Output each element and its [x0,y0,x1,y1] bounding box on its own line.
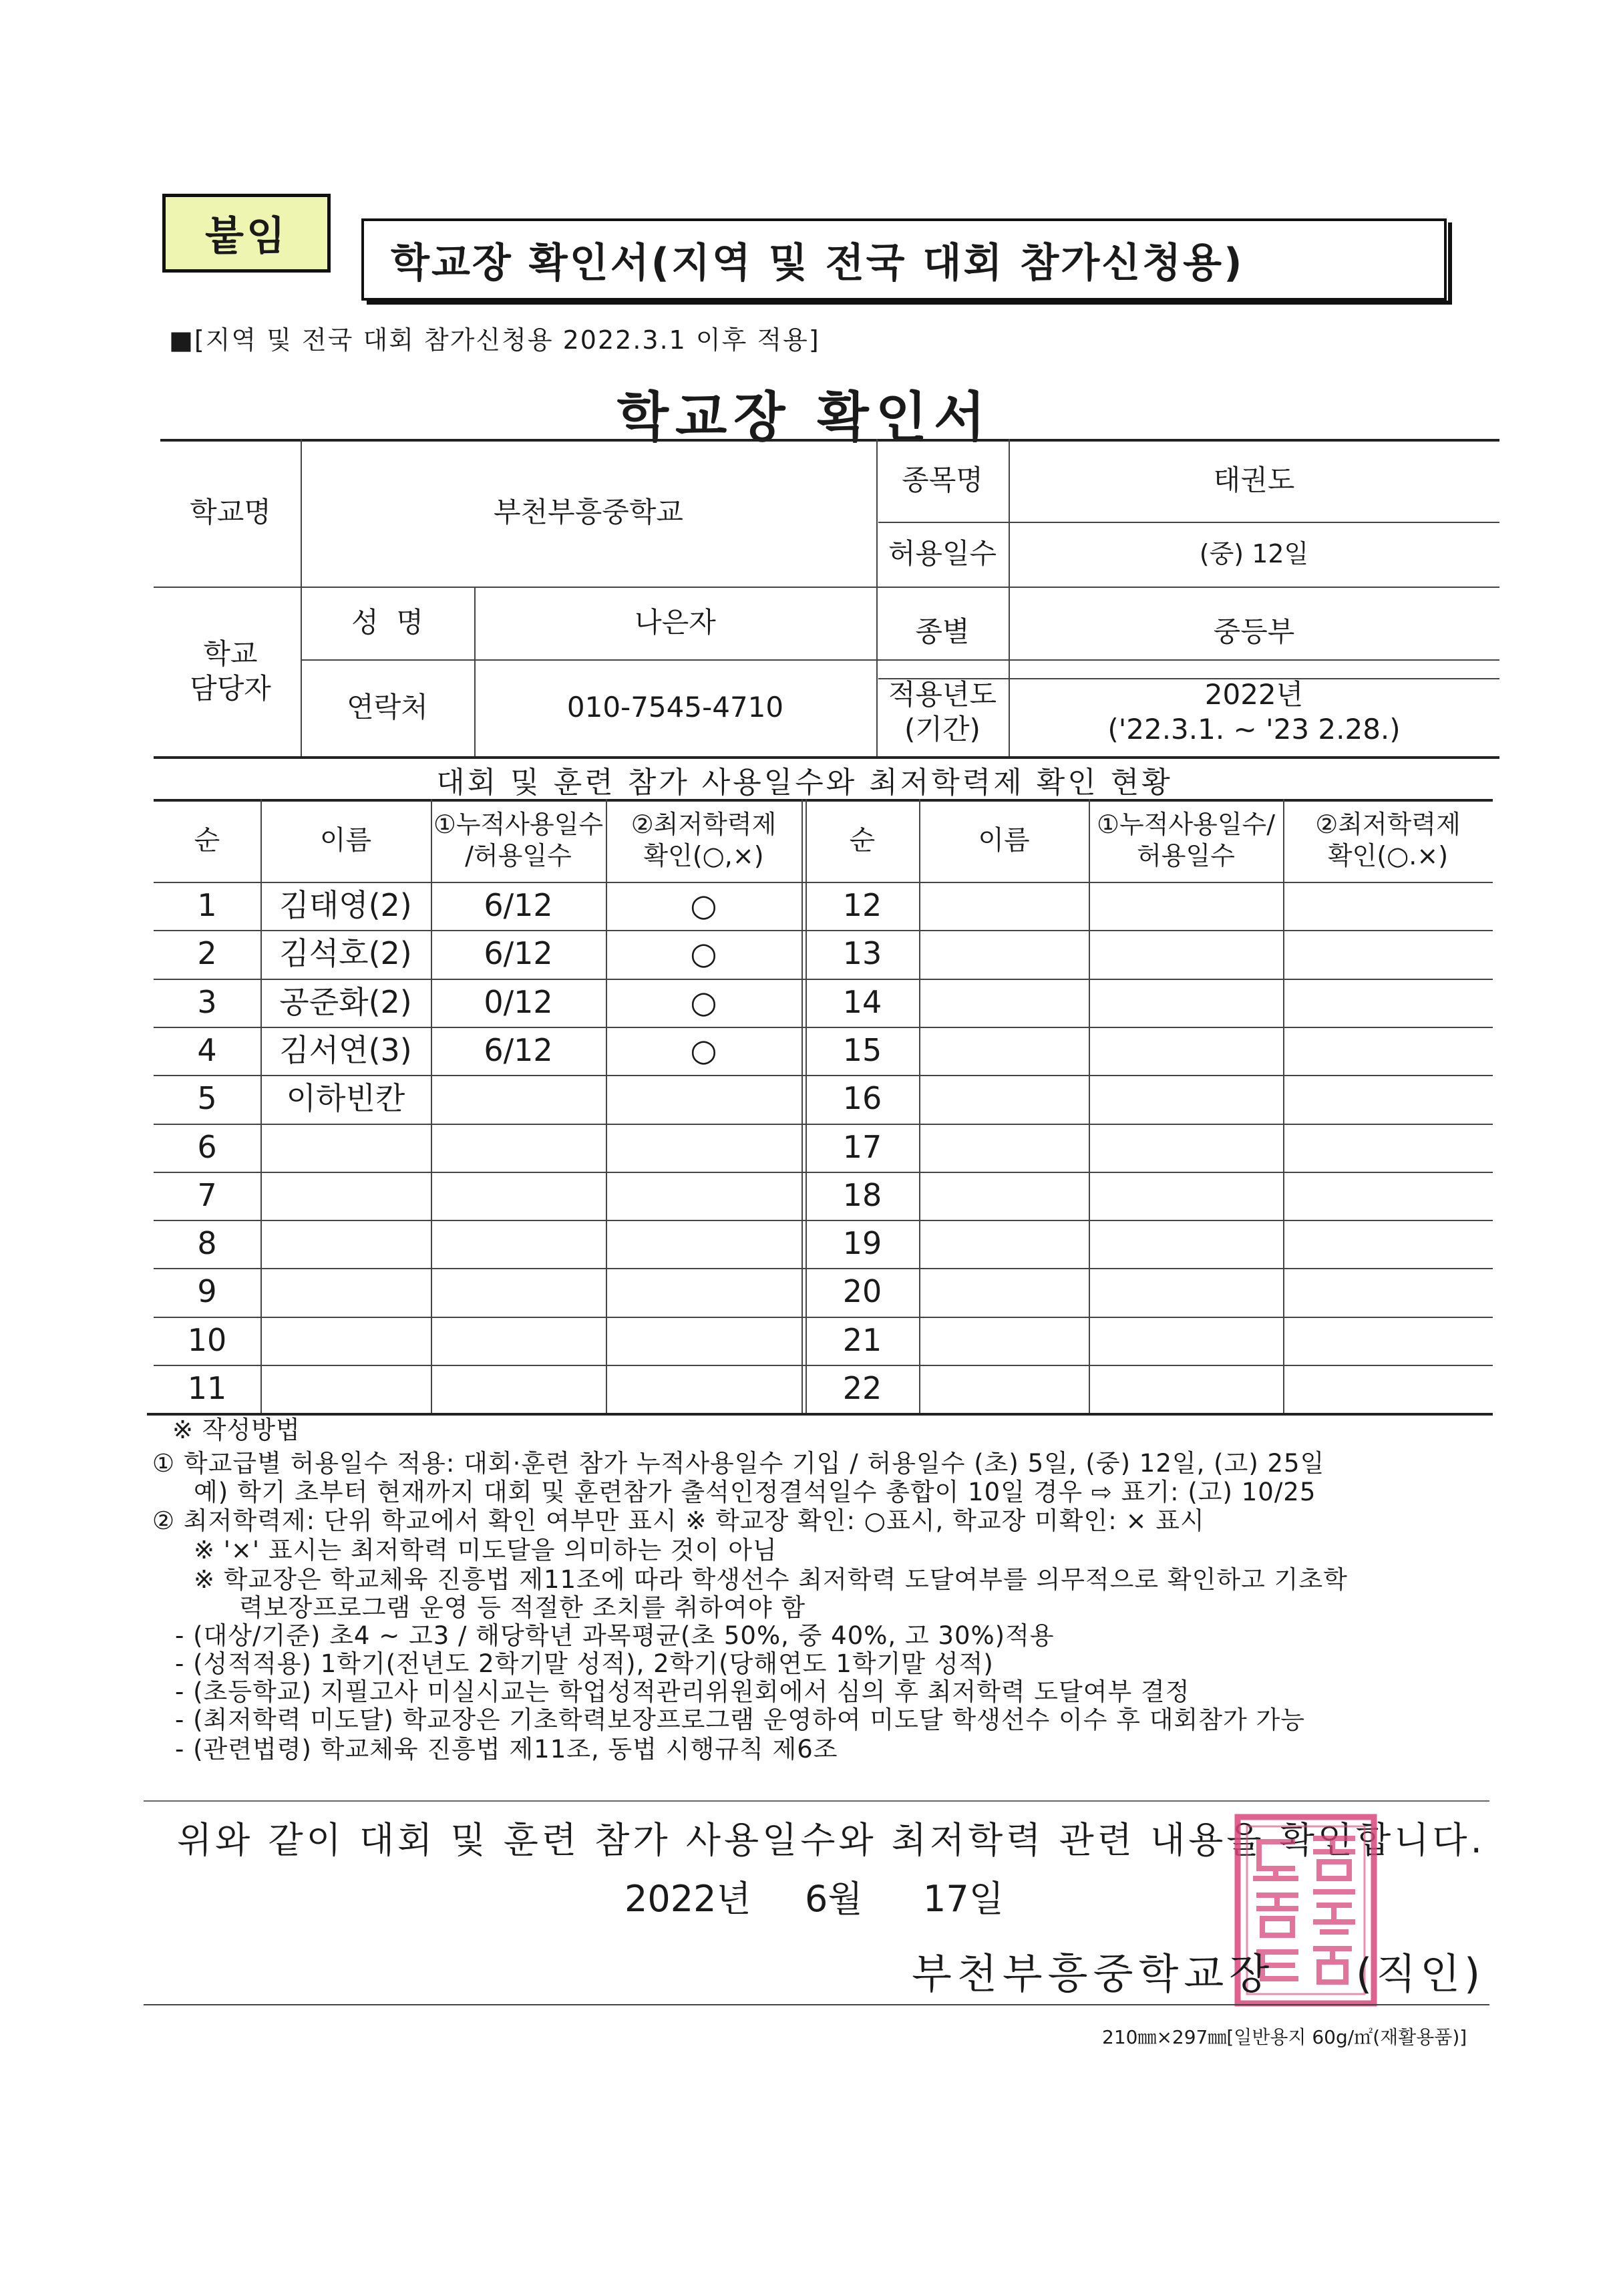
row-days-left [431,1075,606,1123]
date-month: 6월 [805,1878,863,1920]
row-check-left: ○ [690,935,717,972]
row-days-left [431,1220,606,1268]
row-check-left: ○ [690,1032,717,1069]
header-check-left: ②최저학력제 확인(○,×) [631,809,777,870]
instruction-line: - (초등학교) 지필고사 미실시교는 학업성적관리위원회에서 심의 후 최저학력 도달여부 결정 [175,1677,1190,1706]
row-no-right: 22 [842,1370,882,1407]
instruction-line: - (최저학력 미도달) 학교장은 기초학력보장프로그램 운영하여 미도달 학생선수 이수 후 대회참가 가능 [175,1705,1306,1734]
row-no-left: 1 [197,887,217,924]
row-days-left [431,1268,606,1316]
instruction-line: - (성적적용) 1학기(전년도 2학기말 성적), 2학기(당해연도 1학기말 성적) [175,1649,994,1678]
row-name-left [260,1220,431,1268]
date-day: 17일 [923,1878,1004,1920]
header-days-right: ①누적사용일수/ 허용일수 [1096,809,1276,870]
sport-label: 종목명 [902,463,983,496]
instruction-line: ※ 학교장은 학교체육 진흥법 제11조에 따라 학생선수 최저학력 도달여부를 의무적으로 확인하고 기초학 [194,1565,1348,1594]
main-title: 학교장 확인서 [616,386,993,448]
row-check-left [606,1075,801,1123]
document-title: 학교장 확인서(지역 및 전국 대회 참가신청용) [361,218,1447,301]
row-no-right: 13 [842,935,882,972]
instruction-line: 력보장프로그램 운영 등 적절한 조치를 취하여야 함 [239,1593,806,1622]
row-days-left [431,1172,606,1220]
row-no-right: 21 [842,1322,882,1359]
period-label: 적용년도 (기간) [888,677,997,746]
seal-mark: (직인) [1356,1949,1485,1998]
category-label: 종별 [915,615,970,649]
row-days-left [431,1124,606,1172]
row-check-left [606,1365,801,1413]
status-title: 대회 및 훈련 참가 사용일수와 최저학력제 확인 현황 [436,766,1173,800]
row-check-left [606,1124,801,1172]
school-name-label: 학교명 [190,496,271,529]
attachment-tag: 붙임 [162,194,331,273]
row-no-left: 2 [197,935,217,972]
row-name-left [260,1317,431,1365]
row-name-left: 김서연(3) [279,1032,412,1069]
row-name-left: 이하빈칸 [286,1080,405,1117]
header-no-right: 순 [849,825,876,856]
row-days-left: 6/12 [484,1032,553,1069]
row-name-left: 김석호(2) [279,935,412,972]
date-year: 2022년 [624,1878,751,1920]
row-days-left: 0/12 [484,984,553,1021]
category-value: 중등부 [1213,615,1295,649]
row-days-left: 6/12 [484,935,553,972]
row-no-right: 16 [842,1080,882,1117]
staff-name-label: 성 명 [351,606,423,639]
row-days-left [431,1317,606,1365]
row-no-left: 5 [197,1080,217,1117]
row-days-left: 6/12 [484,887,553,924]
header-no-left: 순 [194,825,220,856]
row-no-right: 18 [842,1177,882,1214]
row-no-left: 7 [197,1177,217,1214]
row-check-left: ○ [690,887,717,924]
row-no-right: 12 [842,887,882,924]
row-check-left [606,1220,801,1268]
row-no-left: 4 [197,1032,217,1069]
row-check-left [606,1268,801,1316]
principal-signature: 부천부흥중학교장 [912,1949,1275,1998]
staff-name-value: 나은자 [635,606,716,639]
instruction-line: 예) 학기 초부터 현재까지 대회 및 훈련참가 출석인정결석일수 총합이 10일 경우 ⇨ 표기: (고) 10/25 [194,1478,1316,1506]
allowed-days-value: (중) 12일 [1199,538,1309,568]
row-no-left: 6 [197,1129,217,1166]
header-days-left: ①누적사용일수 /허용일수 [433,809,604,870]
row-no-right: 19 [842,1225,882,1262]
row-check-left [606,1172,801,1220]
row-check-left [606,1317,801,1365]
row-days-left [431,1365,606,1413]
instruction-line: - (대상/기준) 초4 ~ 고3 / 해당학년 과목평균(초 50%, 중 40%, 고 30%)적용 [175,1621,1055,1650]
row-no-right: 20 [842,1273,882,1310]
instruction-line: ※ '×' 표시는 최저학력 미도달을 의미하는 것이 아님 [194,1536,777,1565]
row-no-left: 3 [197,984,217,1021]
row-name-left [260,1268,431,1316]
paper-spec-footer: 210㎜×297㎜[일반용지 60g/㎡(재활용품)] [1102,2026,1467,2048]
row-check-left: ○ [690,984,717,1021]
allowed-days-label: 허용일수 [888,537,997,570]
staff-label: 학교 담당자 [190,637,271,705]
row-name-left [260,1124,431,1172]
row-name-left: 김태영(2) [279,887,412,924]
header-check-right: ②최저학력제 확인(○.×) [1315,809,1461,870]
instruction-line: - (관련법령) 학교체육 진흥법 제11조, 동법 시행규칙 제6조 [175,1735,838,1764]
scope-note: ■[지역 및 전국 대회 참가신청용 2022.3.1 이후 적용] [169,325,820,355]
contact-value: 010-7545-4710 [566,691,784,724]
header-name-right: 이름 [978,825,1030,856]
instruction-line: ① 학교급별 허용일수 적용: 대회·훈련 참가 누적사용일수 기입 / 허용일수 (초) 5일, (중) 12일, (고) 25일 [152,1449,1325,1478]
row-no-right: 17 [842,1129,882,1166]
period-value: 2022년 ('22.3.1. ~ '23 2.28.) [1107,677,1401,746]
row-no-left: 9 [197,1273,217,1310]
confirmation-text: 위와 같이 대회 및 훈련 참가 사용일수와 최저학력 관련 내용을 확인합니다. [177,1819,1485,1861]
header-name-left: 이름 [319,825,372,856]
row-no-left: 10 [187,1322,227,1359]
row-no-right: 14 [842,984,882,1021]
row-name-left [260,1365,431,1413]
contact-label: 연락처 [347,691,428,724]
row-name-left [260,1172,431,1220]
row-no-right: 15 [842,1032,882,1069]
instruction-line: ② 최저학력제: 단위 학교에서 확인 여부만 표시 ※ 학교장 확인: ○표시, 학교장 미확인: × 표시 [152,1506,1205,1535]
row-name-left: 공준화(2) [279,984,412,1021]
instruction-line: ※ 작성방법 [172,1416,301,1444]
row-no-left: 8 [197,1225,217,1262]
sport-value: 태권도 [1213,463,1295,496]
row-no-left: 11 [187,1370,227,1407]
school-name-value: 부천부흥중학교 [493,496,683,529]
